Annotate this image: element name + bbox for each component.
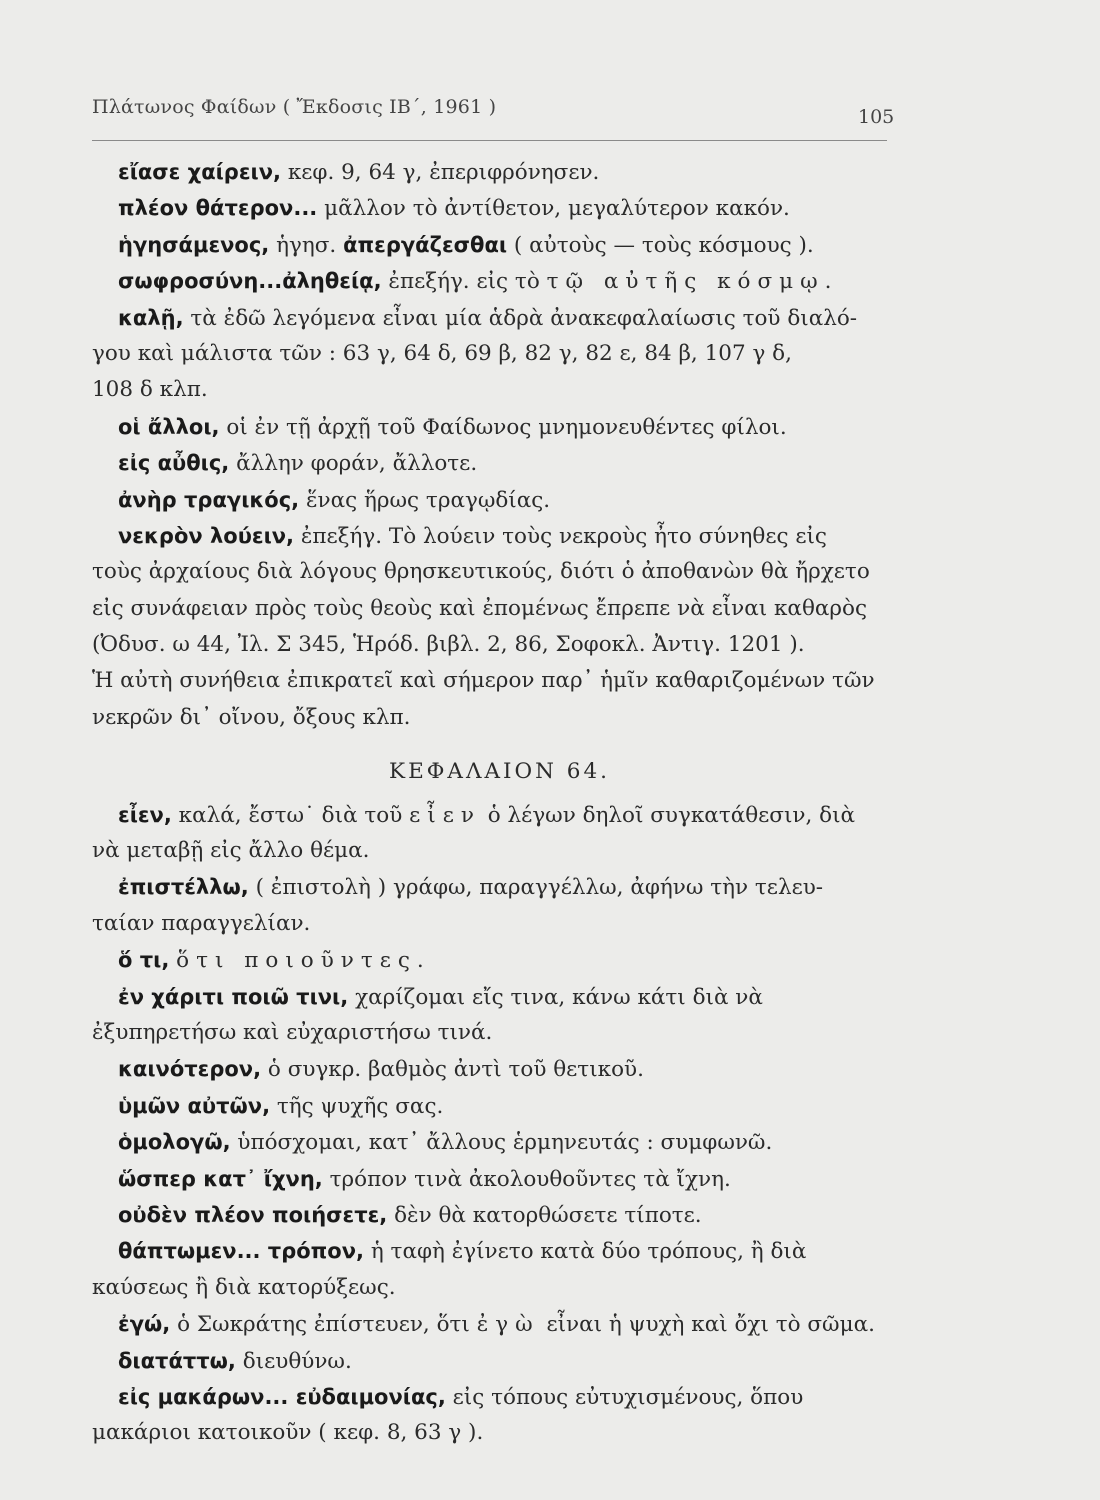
- continuation-line: μακάριοι κατοικοῦν ( κεφ. 8, 63 γ ).: [92, 1420, 484, 1446]
- entry-line: νεκρὸν λούειν, ἐπεξήγ. Τὸ λούειν τοὺς νεκροὺς ἦτο σύνηθες εἰς: [118, 523, 827, 549]
- entry-line: καινότερον, ὁ συγκρ. βαθμὸς ἀντὶ τοῦ θετικοῦ.: [118, 1057, 644, 1083]
- entry-line: θάπτωμεν... τρόπον, ἡ ταφὴ ἐγίνετο κατὰ δύο τρόπους, ἢ διὰ: [118, 1239, 807, 1265]
- continuation-line: εἰς συνάφειαν πρὸς τοὺς θεοὺς καὶ ἐπομένως ἔπρεπε νὰ εἶναι καθαρὸς: [92, 595, 868, 621]
- entry-line: οὐδὲν πλέον ποιήσετε, δὲν θὰ κατορθώσετε τίποτε.: [118, 1202, 702, 1228]
- entry-line: οἱ ἄλλοι, οἱ ἐν τῇ ἀρχῇ τοῦ Φαίδωνος μνημονευθέντες φίλοι.: [118, 414, 787, 440]
- chapter-heading: ΚΕΦΑΛΑΙΟΝ 64.: [389, 759, 610, 785]
- page-number: 105: [858, 106, 895, 128]
- entry-line: ἐπιστέλλω, ( ἐπιστολὴ ) γράφω, παραγγέλλω, ἀφήνω τὴν τελευ-: [118, 875, 824, 901]
- entry-line: ἀνὴρ τραγικός, ἕνας ἥρως τραγῳδίας.: [118, 487, 551, 513]
- entry-line: ὁμολογῶ, ὑπόσχομαι, κατ᾽ ἄλλους ἑρμηνευτάς : συμφωνῶ.: [118, 1130, 773, 1156]
- entry-line: πλέον θάτερον... μᾶλλον τὸ ἀντίθετον, μεγαλύτερον κακόν.: [118, 196, 790, 222]
- continuation-line: Ἡ αὐτὴ συνήθεια ἐπικρατεῖ καὶ σήμερον παρ᾽ ἡμῖν καθαριζομένων τῶν: [92, 668, 875, 694]
- entry-line: ἐν χάριτι ποιῶ τινι, χαρίζομαι εἴς τινα, κάνω κάτι διὰ νὰ: [118, 984, 763, 1010]
- running-title: Πλάτωνος Φαίδων ( Ἔκδοσις ΙΒ΄, 1961 ): [92, 96, 497, 118]
- entry-line: σωφροσύνη...ἀληθείᾳ, ἐπεξήγ. εἰς τὸ τῷ αὐτῆς κόσμῳ.: [118, 269, 839, 295]
- entry-line: εἰς μακάρων... εὐδαιμονίας, εἰς τόπους εὐτυχισμένους, ὅπου: [118, 1384, 804, 1410]
- entry-line: διατάττω, διευθύνω.: [118, 1348, 352, 1374]
- entry-line: εἴασε χαίρειν, κεφ. 9, 64 γ, ἐπεριφρόνησεν.: [118, 160, 600, 185]
- entry-line: ἡγησάμενος, ἡγησ. ἀπεργάζεσθαι ( αὐτοὺς — τοὺς κόσμους ).: [118, 232, 814, 258]
- entry-line: εἶεν, καλά, ἔστω˙ διὰ τοῦ εἶεν ὁ λέγων δηλοῖ συγκατάθεσιν, διὰ: [118, 802, 856, 828]
- continuation-line: (Ὀδυσ. ω 44, Ἰλ. Σ 345, Ἡρόδ. βιβλ. 2, 86, Σοφοκλ. Ἀντιγ. 1201 ).: [92, 632, 805, 658]
- entry-line: ὥσπερ κατ᾽ ἴχνη, τρόπον τινὰ ἀκολουθοῦντες τὰ ἴχνη.: [118, 1166, 731, 1192]
- glossary-body: [92, 154, 887, 1452]
- continuation-line: νὰ μεταβῇ εἰς ἄλλο θέμα.: [92, 838, 370, 864]
- continuation-line: γου καὶ μάλιστα τῶν : 63 γ, 64 δ, 69 β, 82 γ, 82 ε, 84 β, 107 γ δ,: [92, 340, 792, 366]
- entry-line: ἐγώ, ὁ Σωκράτης ἐπίστευεν, ὅτι ἐγὼ εἶναι ἡ ψυχὴ καὶ ὄχι τὸ σῶμα.: [118, 1312, 875, 1338]
- header-rule: [92, 140, 887, 141]
- entry-line: ὑμῶν αὐτῶν, τῆς ψυχῆς σας.: [118, 1093, 444, 1119]
- entry-line: καλῇ, τὰ ἐδῶ λεγόμενα εἶναι μία ἁδρὰ ἀνακεφαλαίωσις τοῦ διαλό-: [118, 305, 858, 331]
- continuation-line: 108 δ κλπ.: [92, 377, 208, 403]
- continuation-line: καύσεως ἢ διὰ κατορύξεως.: [92, 1274, 396, 1300]
- continuation-line: νεκρῶν δι᾽ οἴνου, ὄξους κλπ.: [92, 704, 411, 730]
- continuation-line: ἐξυπηρετήσω καὶ εὐχαριστήσω τινά.: [92, 1019, 493, 1045]
- entry-line: εἰς αὖθις, ἄλλην φοράν, ἄλλοτε.: [118, 451, 478, 477]
- entry-line: ὅ τι, ὅτι ποιοῦντες.: [118, 948, 431, 974]
- continuation-line: τοὺς ἀρχαίους διὰ λόγους θρησκευτικούς, διότι ὁ ἀποθανὼν θὰ ἤρχετο: [92, 559, 870, 585]
- continuation-line: ταίαν παραγγελίαν.: [92, 910, 311, 936]
